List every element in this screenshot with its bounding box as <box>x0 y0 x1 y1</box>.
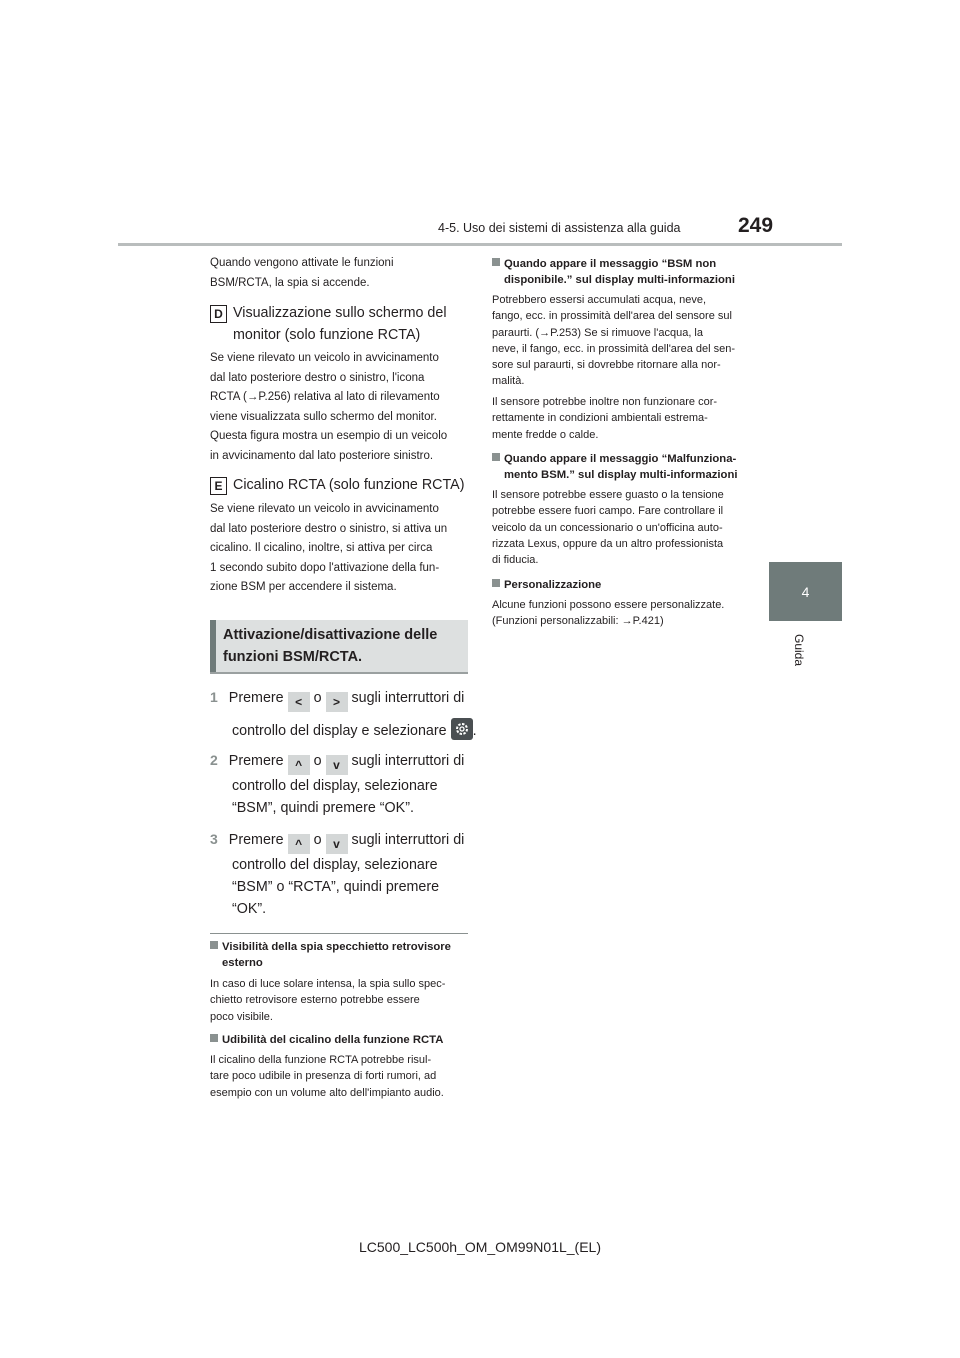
item-e-title: Cicalino RCTA (solo funzione RCTA) <box>233 477 465 493</box>
chevron-down-icon: v <box>326 834 348 854</box>
chapter-tab: 4 <box>769 562 842 621</box>
step-3: 3 Premere ^ o v sugli interruttori di controllo del display, selezionare “BSM” o “RCTA”, quindi premere “OK”. <box>210 831 465 917</box>
gear-icon <box>451 718 473 740</box>
note-audibility-heading: Udibilità del cicalino della funzione RCTA <box>210 1032 472 1048</box>
step-number: 1 <box>210 689 218 705</box>
section-heading: Attivazione/disattivazione delle funzioni BSM/RCTA. <box>223 627 438 665</box>
item-d-title: Visualizzazione sullo schermo del monitor (solo funzione RCTA) <box>233 305 447 343</box>
section-heading-bar <box>210 620 216 672</box>
chevron-left-icon: < <box>288 692 310 712</box>
note-visibility-body: In caso di luce solare intensa, la spia sullo spec- chietto retrovisore esterno potrebbe essere poco visibile. <box>210 978 446 1023</box>
section-title: 4-5. Uso dei sistemi di assistenza alla guida <box>438 221 681 235</box>
chevron-up-icon: ^ <box>288 755 310 775</box>
square-bullet-icon <box>492 258 500 266</box>
divider <box>210 933 468 934</box>
header-rule <box>118 243 842 246</box>
badge-d: D <box>210 305 227 323</box>
step-number: 3 <box>210 831 218 847</box>
intro-text: Quando vengono attivate le funzioni BSM/RCTA, la spia si accende. <box>210 257 394 289</box>
step-number: 2 <box>210 752 218 768</box>
square-bullet-icon <box>492 579 500 587</box>
document-code: LC500_LC500h_OM_OM99N01L_(EL) <box>358 1239 602 1255</box>
badge-e: E <box>210 477 227 495</box>
chapter-label: Guida <box>792 634 806 667</box>
note-personalization-heading: Personalizzazione <box>492 577 754 593</box>
section-heading-box <box>210 620 468 674</box>
item-d-body: Se viene rilevato un veicolo in avvicinamento dal lato posteriore destro o sinistro, l'icona RCTA (→P.256) relativa al lato di rilevamento viene visualizzata sullo schermo del monitor. Questa figura mostra un esempio di un veicolo in avvicinamento dal lato posteriore sinistro. <box>210 352 448 462</box>
step-1: 1 Premere < o > sugli interruttori di controllo del display e selezionare . <box>210 689 477 739</box>
page-number: 249 <box>738 214 774 237</box>
square-bullet-icon <box>210 1034 218 1042</box>
chevron-down-icon: v <box>326 755 348 775</box>
step-2: 2 Premere ^ o v sugli interruttori di controllo del display, selezionare “BSM”, quindi premere “OK”. <box>210 752 465 816</box>
chevron-right-icon: > <box>326 692 348 712</box>
square-bullet-icon <box>492 453 500 461</box>
note-bsm-unavailable-body: Potrebbero essersi accumulati acqua, neve, fango, ecc. in prossimità dell'area del sensore sul paraurti. (→P.253) Se si rimuove l'acqua, la neve, il fango, ecc. in prossimità dell'area del sen- sore sul paraurti, si dovrebbe ritornare alla nor- malità. <box>492 294 736 388</box>
note-audibility-body: Il cicalino della funzione RCTA potrebbe risul- tare poco udibile in presenza di forti rumori, ad esempio con un volume alto dell'impianto audio. <box>210 1054 444 1099</box>
square-bullet-icon <box>210 941 218 949</box>
note-bsm-malfunction-heading: Quando appare il messaggio “Malfunziona- mento BSM.” sul display multi-informazioni <box>492 451 754 483</box>
note-bsm-unavailable-heading: Quando appare il messaggio “BSM non disponibile.” sul display multi-informazioni <box>492 256 754 288</box>
chevron-up-icon: ^ <box>288 834 310 854</box>
note-bsm-malfunction-body: Il sensore potrebbe essere guasto o la tensione potrebbe essere fuori campo. Fare controllare il veicolo da un concessionario o un'officina auto- rizzata Lexus, oppure da un altro professionista di fiducia. <box>492 489 724 567</box>
item-e-body: Se viene rilevato un veicolo in avvicinamento dal lato posteriore destro o sinistro, si attiva un cicalino. Il cicalino, inoltre, si attiva per circa 1 secondo subito dopo l'attivazione della fun- zione BSM per accendere il sistema. <box>210 503 448 593</box>
note-bsm-unavailable-body-2: Il sensore potrebbe inoltre non funzionare cor- rettamente in condizioni ambientali estrema- mente fredde o calde. <box>492 396 718 441</box>
note-personalization-body: Alcune funzioni possono essere personalizzate. (Funzioni personalizzabili: →P.421) <box>492 599 725 628</box>
note-visibility-heading: Visibilità della spia specchietto retrovisore esterno <box>210 939 472 971</box>
